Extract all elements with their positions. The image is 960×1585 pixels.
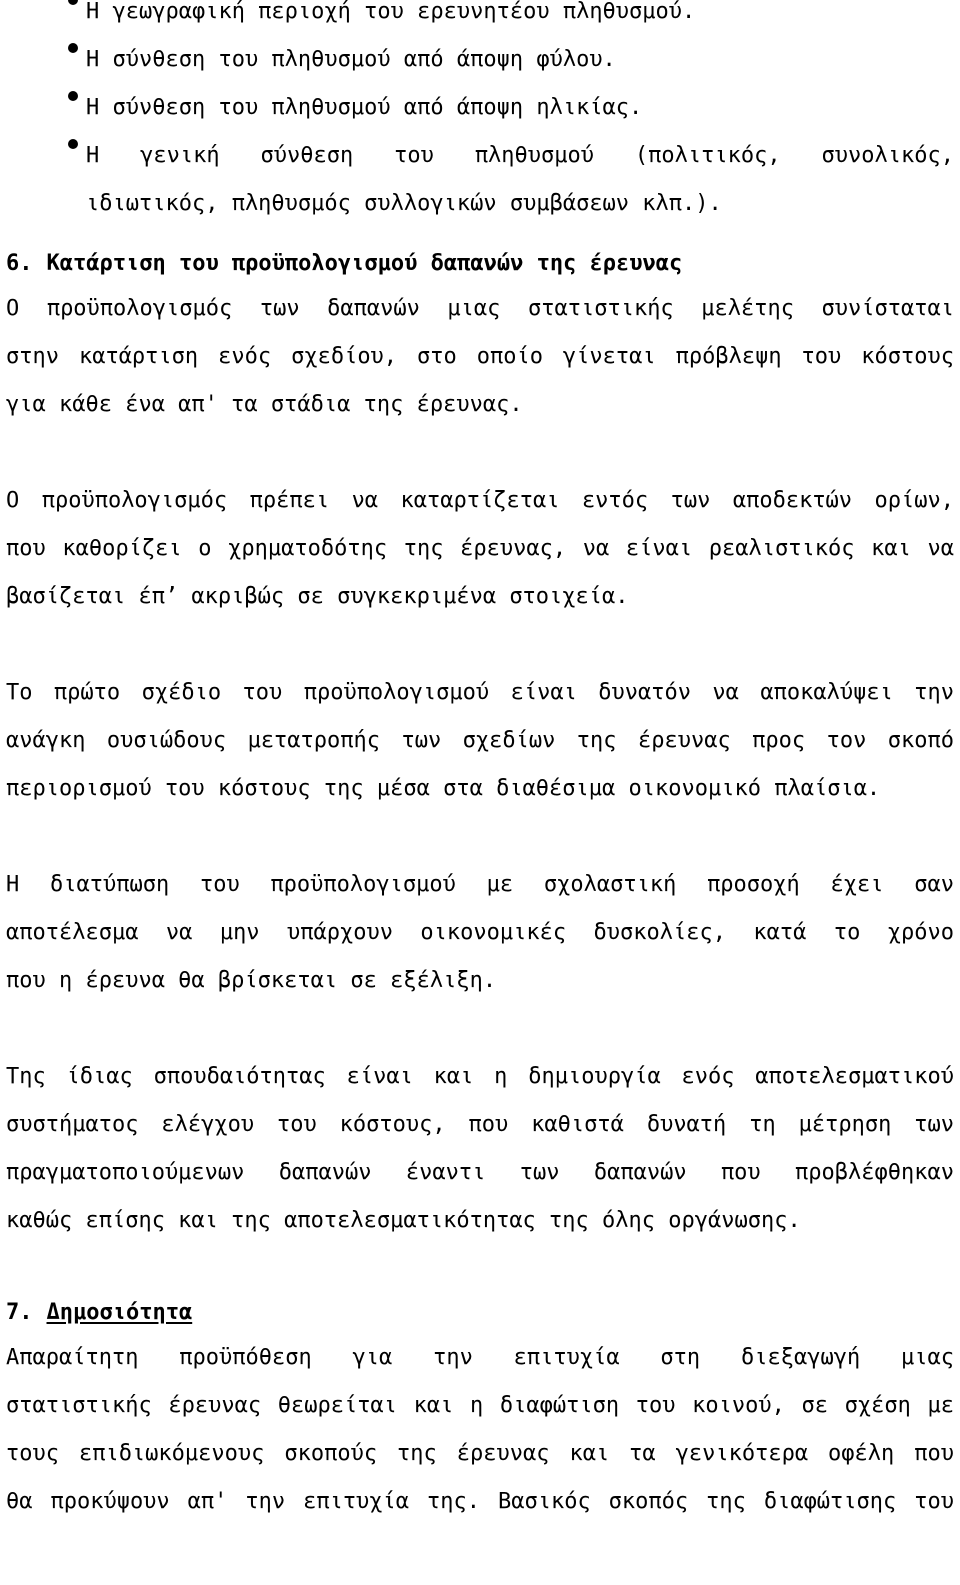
section-number: 7. bbox=[6, 1300, 33, 1325]
document-page bbox=[6, 0, 954, 1538]
paragraph bbox=[6, 873, 954, 1017]
text-line: Η διατύπωση του προϋπολογισμού με σχολαστική προσοχή έχει σαν bbox=[6, 872, 954, 897]
list-item bbox=[6, 0, 954, 36]
text-line: αποτέλεσμα να μην υπάρχουν οικονομικές δυσκολίες, κατά το χρόνο bbox=[6, 920, 954, 945]
list-item bbox=[6, 84, 954, 132]
text-line: τους επιδιωκόμενους σκοπούς της έρευνας και τα γενικότερα οφέλη που bbox=[6, 1441, 954, 1466]
text-line: καθώς επίσης και της αποτελεσματικότητας της όλης οργάνωσης. bbox=[6, 1208, 801, 1233]
list-item bbox=[6, 36, 954, 84]
paragraph bbox=[6, 1346, 954, 1538]
paragraph bbox=[6, 489, 954, 633]
text-line: ανάγκη ουσιώδους μετατροπής των σχεδίων της έρευνας προς τον σκοπό bbox=[6, 728, 954, 753]
list-item-text: Η σύνθεση του πληθυσμού από άποψη φύλου. bbox=[86, 47, 616, 72]
text-line: που η έρευνα θα βρίσκεται σε εξέλιξη. bbox=[6, 968, 497, 993]
text-line: πραγματοποιούμενων δαπανών έναντι των δαπανών που προβλέφθηκαν bbox=[6, 1160, 954, 1185]
list-item-text: Η γεωγραφική περιοχή του ερευνητέου πληθυσμού. bbox=[86, 0, 696, 24]
paragraph bbox=[6, 1065, 954, 1257]
text-line: Ο προϋπολογισμός πρέπει να καταρτίζεται εντός των αποδεκτών ορίων, bbox=[6, 488, 954, 513]
list-item-text: Η σύνθεση του πληθυσμού από άποψη ηλικίας. bbox=[86, 95, 643, 120]
section-title: Δημοσιότητα bbox=[46, 1300, 193, 1325]
list-item-text-continuation: ιδιωτικός, πληθυσμός συλλογικών συμβάσεων κλπ.). bbox=[86, 191, 722, 216]
bullet-icon bbox=[68, 139, 78, 149]
section-number: 6. bbox=[6, 251, 33, 276]
text-line: που καθορίζει ο χρηματοδότης της έρευνας, να είναι ρεαλιστικός και να bbox=[6, 536, 954, 561]
paragraph bbox=[6, 681, 954, 825]
text-line: θα προκύψουν απ' την επιτυχία της. Βασικός σκοπός της διαφώτισης του bbox=[6, 1489, 954, 1514]
text-line: Το πρώτο σχέδιο του προϋπολογισμού είναι δυνατόν να αποκαλύψει την bbox=[6, 680, 954, 705]
text-line: για κάθε ένα απ' τα στάδια της έρευνας. bbox=[6, 392, 523, 417]
list-item bbox=[6, 132, 954, 228]
text-line: Απαραίτητη προϋπόθεση για την επιτυχία στη διεξαγωγή μιας bbox=[6, 1345, 954, 1370]
text-line: Της ίδιας σπουδαιότητας είναι και η δημιουργία ενός αποτελεσματικού bbox=[6, 1064, 954, 1089]
text-line: Ο προϋπολογισμός των δαπανών μιας στατιστικής μελέτης συνίσταται bbox=[6, 296, 954, 321]
text-line: συστήματος ελέγχου του κόστους, που καθιστά δυνατή τη μέτρηση των bbox=[6, 1112, 954, 1137]
population-criteria-list bbox=[6, 0, 954, 228]
text-line: βασίζεται έπ’ ακριβώς σε συγκεκριμένα στοιχεία. bbox=[6, 584, 629, 609]
text-line: στατιστικής έρευνας θεωρείται και η διαφώτιση του κοινού, σε σχέση με bbox=[6, 1393, 954, 1418]
paragraph bbox=[6, 297, 954, 441]
section-7-heading bbox=[6, 1301, 954, 1349]
list-item-text: Η γενική σύνθεση του πληθυσμού (πολιτικός, συνολικός, bbox=[86, 143, 954, 168]
bullet-icon bbox=[68, 0, 78, 5]
text-line: στην κατάρτιση ενός σχεδίου, στο οποίο γίνεται πρόβλεψη του κόστους bbox=[6, 344, 954, 369]
section-title: Κατάρτιση του προϋπολογισμού δαπανών της έρευνας bbox=[46, 251, 683, 276]
bullet-icon bbox=[68, 91, 78, 101]
text-line: περιορισμού του κόστους της μέσα στα διαθέσιμα οικονομικό πλαίσια. bbox=[6, 776, 881, 801]
section-6-heading bbox=[6, 252, 954, 300]
bullet-icon bbox=[68, 43, 78, 53]
